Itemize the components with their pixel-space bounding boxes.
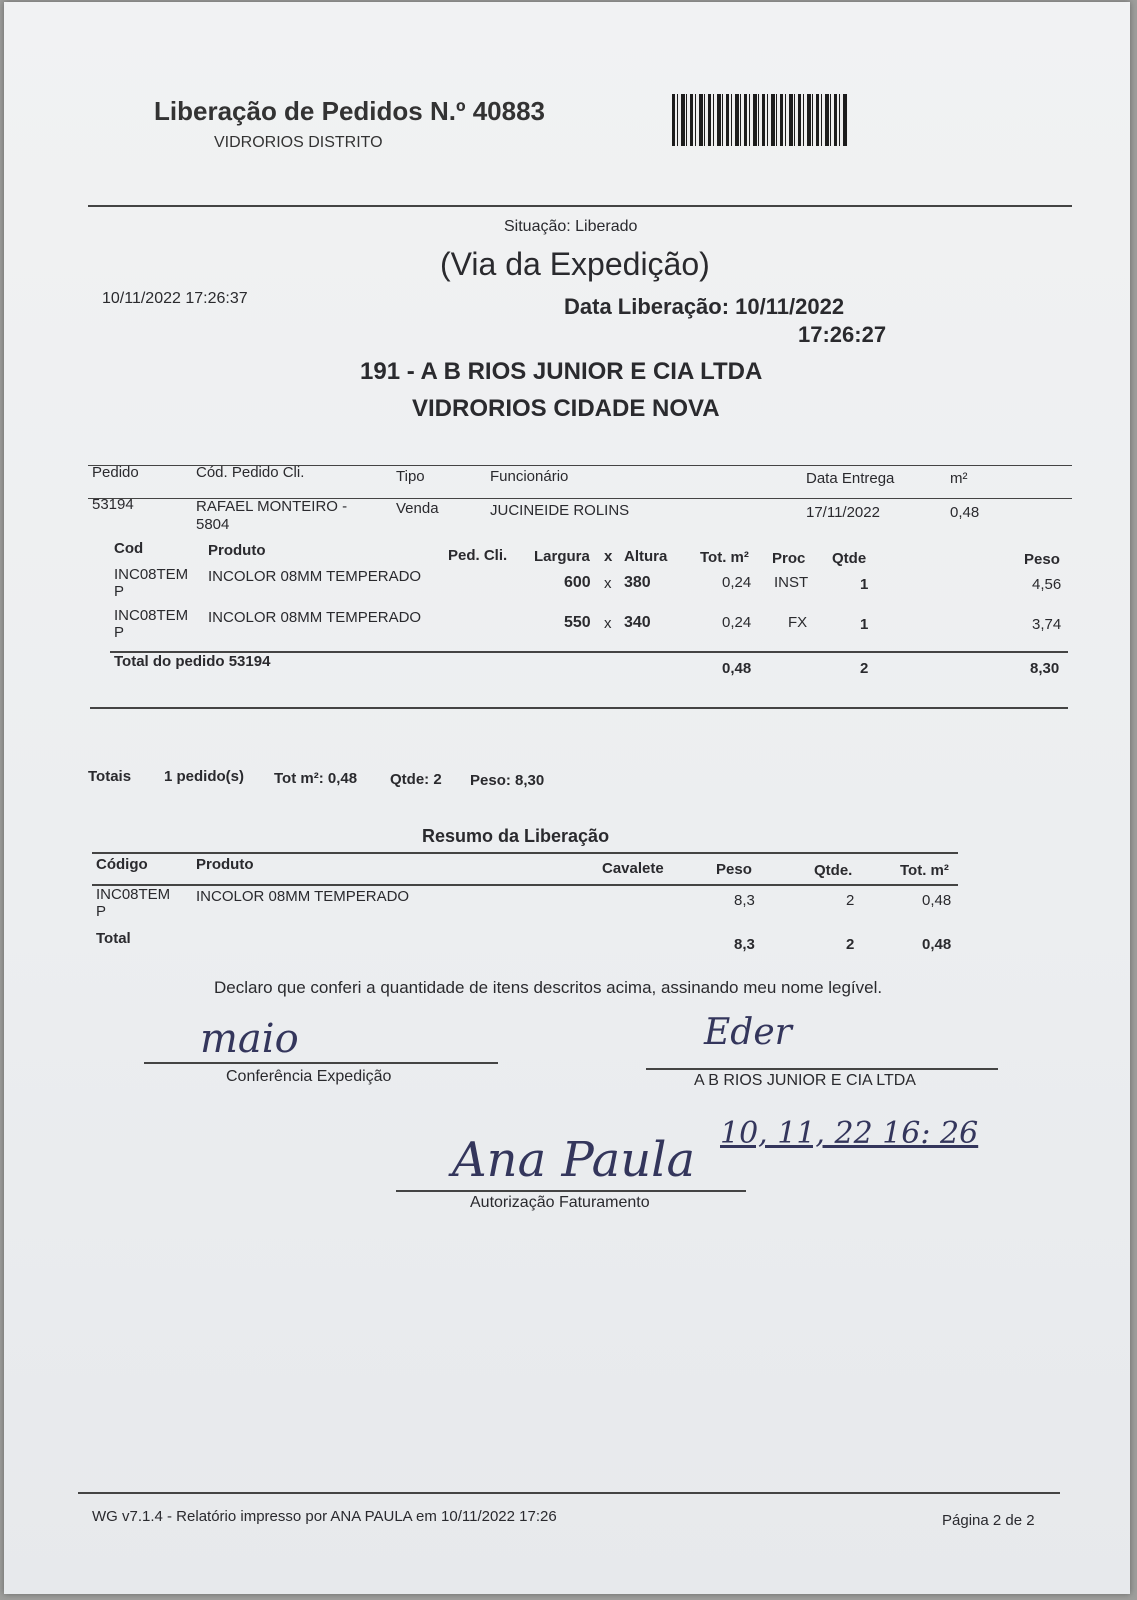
- item-col-proc: Proc: [772, 550, 806, 567]
- item-1-x: x: [604, 575, 612, 592]
- item-1-altura: 380: [624, 574, 651, 591]
- summary-col-peso: Peso: [716, 861, 752, 878]
- item-2-qtde: 1: [860, 616, 869, 633]
- summary-col-tot-m2: Tot. m²: [900, 862, 949, 879]
- summary-title: Resumo da Liberação: [422, 826, 610, 846]
- document-title: Liberação de Pedidos N.º 40883: [154, 96, 545, 126]
- summary-col-produto: Produto: [196, 856, 254, 873]
- item-1-cod-2: P: [114, 583, 125, 600]
- col-tipo: Tipo: [396, 468, 425, 485]
- item-1-produto: INCOLOR 08MM TEMPERADO: [208, 568, 422, 585]
- item-2-tot-m2: 0,24: [722, 614, 752, 631]
- totals-pedidos: 1 pedido(s): [164, 768, 245, 785]
- item-1-tot-m2: 0,24: [722, 574, 752, 591]
- summary-total-tot-m2: 0,48: [922, 936, 952, 953]
- item-col-x: x: [604, 548, 613, 565]
- client-signature: Eder: [704, 1012, 792, 1053]
- summary-row-produto: INCOLOR 08MM TEMPERADO: [196, 888, 410, 905]
- conferencia-sign-line: [144, 1062, 498, 1064]
- order-total-label: Total do pedido 53194: [114, 653, 271, 670]
- order-pedido: 53194: [92, 496, 134, 513]
- company-name: VIDRORIOS DISTRITO: [214, 134, 383, 151]
- item-col-tot-m2: Tot. m²: [700, 549, 749, 566]
- item-2-peso: 3,74: [1032, 616, 1062, 633]
- footer-line: [78, 1492, 1060, 1494]
- client-sign-label: A B RIOS JUNIOR E CIA LTDA: [694, 1072, 916, 1089]
- header-divider: [88, 205, 1072, 207]
- conferencia-label: Conferência Expedição: [226, 1068, 392, 1085]
- order-m2: 0,48: [950, 504, 980, 521]
- col-funcionario: Funcionário: [490, 468, 569, 485]
- item-2-produto: INCOLOR 08MM TEMPERADO: [208, 609, 422, 626]
- item-col-largura: Largura: [534, 548, 590, 565]
- summary-col-cavalete: Cavalete: [602, 860, 664, 877]
- barcode: [672, 94, 848, 146]
- item-1-qtde: 1: [860, 576, 869, 593]
- item-1-proc: INST: [774, 574, 809, 591]
- col-data-entrega: Data Entrega: [806, 470, 895, 487]
- order-total-tot-m2: 0,48: [722, 660, 752, 677]
- order-tipo: Venda: [396, 500, 439, 517]
- item-2-largura: 550: [564, 614, 591, 631]
- summary-row-peso: 8,3: [734, 892, 755, 909]
- order-cod-cli-1: RAFAEL MONTEIRO -: [196, 498, 348, 515]
- order-data-entrega: 17/11/2022: [806, 504, 880, 521]
- item-col-peso: Peso: [1024, 551, 1060, 568]
- summary-row-codigo: INC08TEM: [96, 886, 171, 903]
- summary-col-qtde: Qtde.: [814, 862, 853, 879]
- client-name: 191 - A B RIOS JUNIOR E CIA LTDA: [360, 358, 763, 385]
- item-col-qtde: Qtde: [832, 550, 867, 567]
- order-cod-cli-2: 5804: [196, 516, 230, 533]
- footer-page-number: Página 2 de 2: [942, 1512, 1035, 1529]
- item-col-cod: Cod: [114, 540, 144, 557]
- footer-printed-by: WG v7.1.4 - Relatório impresso por ANA PAULA em 10/11/2022 17:26: [92, 1508, 557, 1525]
- item-1-cod: INC08TEM: [114, 566, 189, 583]
- summary-top-line: [92, 852, 958, 854]
- handwritten-date: 10, 11, 22 16: 26: [720, 1116, 979, 1151]
- summary-total-qtde: 2: [846, 936, 855, 953]
- order-section-end-line: [90, 707, 1068, 709]
- col-pedido: Pedido: [92, 464, 139, 481]
- totals-label: Totais: [88, 768, 132, 785]
- item-1-largura: 600: [564, 574, 591, 591]
- col-m2: m²: [950, 470, 968, 487]
- via-title: (Via da Expedição): [440, 246, 710, 282]
- summary-header-line: [92, 884, 958, 886]
- item-col-altura: Altura: [624, 548, 668, 565]
- order-total-qtde: 2: [860, 660, 869, 677]
- status-text: Situação: Liberado: [504, 218, 638, 235]
- document-page: [4, 2, 1130, 1594]
- item-col-ped-cli: Ped. Cli.: [448, 547, 508, 564]
- summary-row-codigo-2: P: [96, 903, 107, 920]
- summary-row-tot-m2: 0,48: [922, 892, 952, 909]
- totals-qtde: Qtde: 2: [390, 771, 442, 788]
- item-col-produto: Produto: [208, 542, 266, 559]
- item-2-x: x: [604, 615, 612, 632]
- item-2-cod-2: P: [114, 624, 125, 641]
- item-2-cod: INC08TEM: [114, 607, 189, 624]
- item-1-peso: 4,56: [1032, 576, 1062, 593]
- summary-row-qtde: 2: [846, 892, 855, 909]
- printed-timestamp: 10/11/2022 17:26:37: [102, 290, 248, 307]
- autorizacao-label: Autorização Faturamento: [470, 1194, 650, 1211]
- client-sign-line: [646, 1068, 998, 1070]
- totals-tot-m2: Tot m²: 0,48: [274, 770, 358, 787]
- autorizacao-signature: Ana Paula: [452, 1132, 696, 1188]
- release-time: 17:26:27: [798, 322, 887, 347]
- summary-total-peso: 8,3: [734, 936, 755, 953]
- col-cod-pedido-cli: Cód. Pedido Cli.: [196, 464, 305, 481]
- release-date: Data Liberação: 10/11/2022: [564, 294, 845, 319]
- totals-peso: Peso: 8,30: [470, 772, 545, 789]
- declaration-text: Declaro que conferi a quantidade de itens descritos acima, assinando meu nome legível.: [214, 978, 883, 997]
- order-total-peso: 8,30: [1030, 660, 1060, 677]
- client-store: VIDRORIOS CIDADE NOVA: [412, 395, 720, 422]
- order-funcionario: JUCINEIDE ROLINS: [490, 502, 630, 519]
- autorizacao-sign-line: [396, 1190, 746, 1192]
- conferencia-signature: maio: [200, 1016, 299, 1062]
- item-2-proc: FX: [788, 614, 808, 631]
- item-2-altura: 340: [624, 614, 651, 631]
- summary-col-codigo: Código: [96, 856, 148, 873]
- summary-total-label: Total: [96, 930, 131, 947]
